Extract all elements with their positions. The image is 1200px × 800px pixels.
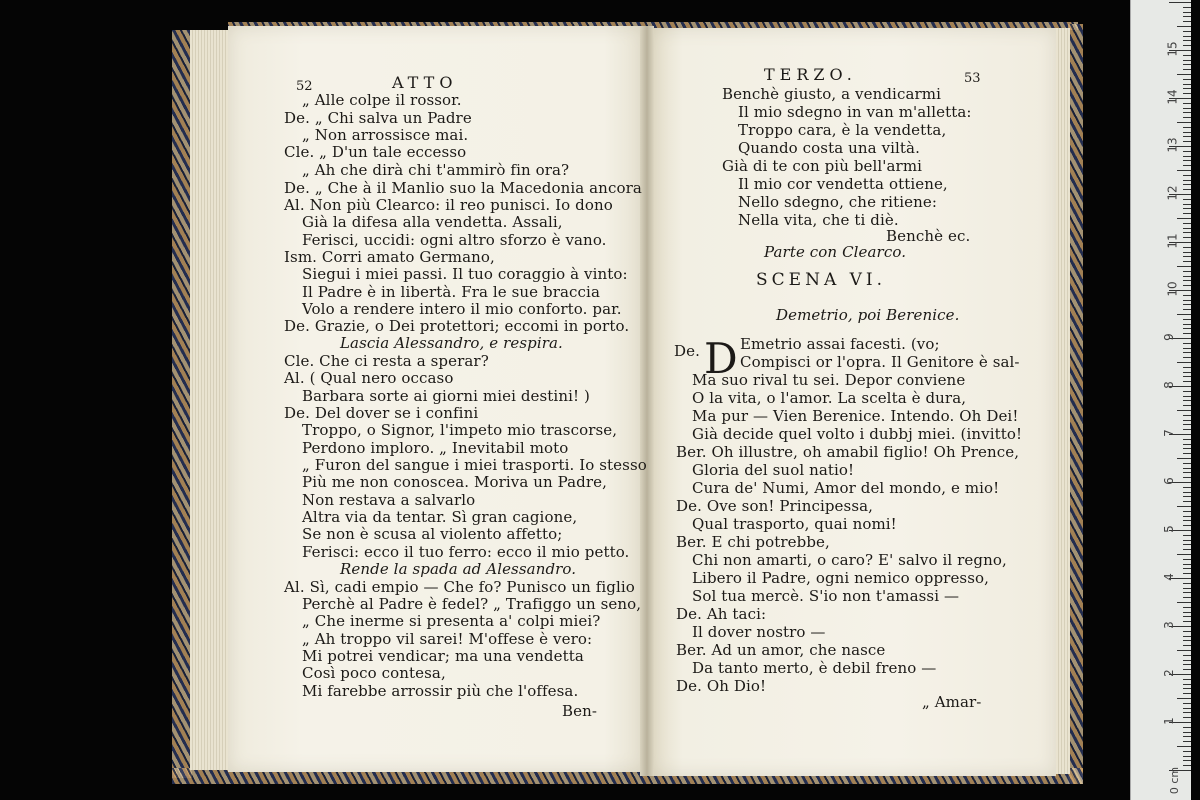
ruler-tick <box>1183 405 1191 406</box>
text-line: „ Che inerme si presenta a' colpi miei? <box>302 612 601 630</box>
dropcap: D <box>704 334 738 383</box>
ruler-number: 12 <box>1165 185 1180 201</box>
ruler-number: 3 <box>1161 621 1176 629</box>
ruler-tick <box>1183 184 1191 185</box>
ruler-tick <box>1183 7 1191 8</box>
text-line: Perchè al Padre è fedel? „ Trafiggo un seno, <box>302 595 642 613</box>
aria-line: Nello sdegno, che ritiene: <box>738 193 937 211</box>
text-line: Al. ( Qual nero occaso <box>284 369 454 387</box>
aria-line: Nella vita, che ti diè. <box>738 211 899 229</box>
right-page-number: 53 <box>964 71 981 86</box>
catchword: Ben- <box>562 702 598 720</box>
ruler-tick <box>1183 64 1191 65</box>
ruler-tick <box>1183 208 1191 209</box>
ruler-tick <box>1183 40 1191 41</box>
left-running-head: ATTO <box>392 73 458 92</box>
dialogue-line: Chi non amarti, o caro? E' salvo il regno, <box>692 551 1007 569</box>
dialogue-line: Compisci or l'opra. Il Genitore è sal- <box>740 353 1020 371</box>
ruler-tick <box>1177 458 1191 459</box>
ruler-tick <box>1183 16 1191 17</box>
ruler-tick <box>1183 343 1191 344</box>
ruler-tick <box>1183 367 1191 368</box>
text-line: Siegui i miei passi. Il tuo coraggio à vinto: <box>302 265 628 283</box>
ruler-tick <box>1183 645 1191 646</box>
ruler-tick <box>1183 765 1191 766</box>
aria-line: Benchè giusto, a vendicarmi <box>722 85 941 103</box>
ruler-tick <box>1183 132 1191 133</box>
ruler-tick <box>1177 122 1191 123</box>
text-line: De. Grazie, o Dei protettori; eccomi in porto. <box>284 317 630 335</box>
ruler-tick <box>1183 708 1191 709</box>
text-line: Barbara sorte ai giorni miei destini! ) <box>302 387 590 405</box>
aria-line: Il mio sdegno in van m'alletta: <box>738 103 972 121</box>
right-running-head: TERZO. <box>764 65 857 84</box>
text-line: De. Del dover se i confini <box>284 404 479 422</box>
text-line: Il Padre è in libertà. Fra le sue braccia <box>302 283 600 301</box>
text-line: „ Non arrossisce mai. <box>302 126 469 144</box>
dialogue-line: O la vita, o l'amor. La scelta è dura, <box>692 389 967 407</box>
ruler-unit: 0 cm <box>1168 766 1182 795</box>
ruler-tick <box>1183 712 1191 713</box>
ruler-tick <box>1183 136 1191 137</box>
ruler-tick <box>1183 448 1191 449</box>
dialogue-line: De. Ah taci: <box>676 605 767 623</box>
ruler-tick <box>1183 117 1191 118</box>
ruler-tick <box>1183 21 1191 22</box>
book-cover-right-edge <box>1068 24 1083 784</box>
aria-line: Troppo cara, è la vendetta, <box>738 121 947 139</box>
text-line: Ferisci, uccidi: ogni altro sforzo è vano. <box>302 231 607 249</box>
ruler-tick <box>1183 156 1191 157</box>
ruler-tick <box>1183 669 1191 670</box>
ruler-tick <box>1177 362 1191 363</box>
ruler-tick <box>1183 511 1191 512</box>
ruler-tick <box>1183 309 1191 310</box>
ruler-number: 6 <box>1161 477 1176 485</box>
ruler-tick <box>1183 492 1191 493</box>
text-line: Mi farebbe arrossir più che l'offesa. <box>302 682 579 700</box>
text-line: Mi potrei vendicar; ma una vendetta <box>302 647 584 665</box>
text-line: „ Ah troppo vil sarei! M'offese è vero: <box>302 630 593 648</box>
ruler-tick <box>1183 84 1191 85</box>
ruler-number: 5 <box>1161 525 1176 533</box>
text-line: Al. Sì, cadi empio — Che fo? Punisco un figlio <box>284 578 635 596</box>
ruler-tick <box>1183 280 1191 281</box>
ruler-tick <box>1183 684 1191 685</box>
dialogue-line: Ma suo rival tu sei. Depor conviene <box>692 371 966 389</box>
text-line: Cle. „ D'un tale eccesso <box>284 143 467 161</box>
ruler-number: 8 <box>1161 381 1176 389</box>
ruler-tick <box>1183 247 1191 248</box>
ruler-number: 4 <box>1161 573 1176 581</box>
ruler-tick <box>1183 232 1191 233</box>
ruler-tick <box>1183 487 1191 488</box>
ruler-tick <box>1183 372 1191 373</box>
book-gutter <box>640 26 654 776</box>
ruler-tick <box>1183 88 1191 89</box>
ruler-tick <box>1183 727 1191 728</box>
ruler-tick <box>1183 564 1191 565</box>
aria-line: Benchè ec. <box>886 227 971 245</box>
ruler-tick <box>1183 612 1191 613</box>
ruler-number: 7 <box>1161 429 1176 437</box>
dialogue-line: Cura de' Numi, Amor del mondo, e mio! <box>692 479 1000 497</box>
ruler-tick <box>1183 348 1191 349</box>
ruler-tick <box>1183 751 1191 752</box>
ruler-tick <box>1183 376 1191 377</box>
ruler-tick <box>1183 319 1191 320</box>
ruler-tick <box>1183 573 1191 574</box>
dialogue-line: Ber. Ad un amor, che nasce <box>676 641 886 659</box>
text-line: Già la difesa alla vendetta. Assali, <box>302 213 563 231</box>
dialogue-line: Emetrio assai facesti. (vo; <box>740 335 940 353</box>
ruler-tick <box>1183 439 1191 440</box>
ruler-tick <box>1183 621 1191 622</box>
text-line: Cle. Che ci resta a sperar? <box>284 352 489 370</box>
ruler-tick <box>1183 453 1191 454</box>
aria-line: Già di te con più bell'armi <box>722 157 923 175</box>
ruler-tick <box>1183 324 1191 325</box>
ruler-tick <box>1183 741 1191 742</box>
catchword: „ Amar- <box>922 693 982 711</box>
ruler-tick <box>1177 506 1191 507</box>
ruler-number: 15 <box>1165 41 1180 57</box>
ruler-tick <box>1183 276 1191 277</box>
ruler-tick <box>1183 520 1191 521</box>
ruler-tick <box>1183 333 1191 334</box>
ruler-tick <box>1183 304 1191 305</box>
ruler-tick <box>1183 535 1191 536</box>
ruler-tick <box>1183 199 1191 200</box>
text-line: Altra via da tentar. Sì gran cagione, <box>302 508 578 526</box>
ruler-tick <box>1183 45 1191 46</box>
ruler-tick <box>1183 429 1191 430</box>
ruler-tick <box>1183 501 1191 502</box>
ruler-tick <box>1183 496 1191 497</box>
ruler-tick <box>1183 237 1191 238</box>
dialogue-line: Libero il Padre, ogni nemico oppresso, <box>692 569 990 587</box>
text-line: Così poco contesa, <box>302 664 446 682</box>
dialogue-line: Già decide quel volto i dubbj miei. (invitto! <box>692 425 1023 443</box>
dialogue-line: Il dover nostro — <box>692 623 826 641</box>
scene-title: SCENA VI. <box>756 270 887 290</box>
ruler-tick <box>1183 597 1191 598</box>
ruler-tick <box>1169 2 1191 3</box>
ruler-tick <box>1183 381 1191 382</box>
ruler-tick <box>1177 698 1191 699</box>
aria-line: Quando costa una viltà. <box>738 139 920 157</box>
text-line: Al. Non più Clearco: il reo punisci. Io dono <box>284 196 613 214</box>
ruler-tick <box>1183 189 1191 190</box>
ruler-number: 9 <box>1161 333 1176 341</box>
ruler-number: 14 <box>1165 89 1180 105</box>
ruler-tick <box>1183 756 1191 757</box>
dialogue-line: Ber. E chi potrebbe, <box>676 533 830 551</box>
ruler-tick <box>1183 444 1191 445</box>
ruler-tick <box>1183 108 1191 109</box>
ruler-tick <box>1177 410 1191 411</box>
ruler-tick <box>1183 228 1191 229</box>
ruler-tick <box>1183 223 1191 224</box>
ruler-tick <box>1183 568 1191 569</box>
ruler-tick <box>1183 472 1191 473</box>
stage-direction: Rende la spada ad Alessandro. <box>340 560 577 578</box>
ruler-tick <box>1183 12 1191 13</box>
ruler-tick <box>1183 640 1191 641</box>
ruler-tick <box>1183 544 1191 545</box>
dialogue-line: Ma pur — Vien Berenice. Intendo. Oh Dei! <box>692 407 1019 425</box>
stage-direction: Lascia Alessandro, e respira. <box>340 334 563 352</box>
ruler-tick <box>1183 655 1191 656</box>
ruler-tick <box>1183 588 1191 589</box>
ruler-tick <box>1183 295 1191 296</box>
ruler-tick <box>1177 74 1191 75</box>
ruler-tick <box>1183 261 1191 262</box>
ruler-tick <box>1183 103 1191 104</box>
ruler-tick <box>1183 141 1191 142</box>
ruler-tick <box>1177 602 1191 603</box>
ruler-tick <box>1183 607 1191 608</box>
ruler-tick <box>1183 540 1191 541</box>
ruler-tick <box>1183 300 1191 301</box>
ruler-tick <box>1183 180 1191 181</box>
ruler-tick <box>1183 204 1191 205</box>
text-line: „ Alle colpe il rossor. <box>302 91 462 109</box>
ruler-tick <box>1183 525 1191 526</box>
dialogue-line: De. Ove son! Principessa, <box>676 497 874 515</box>
ruler-tick <box>1183 516 1191 517</box>
text-line: De. „ Chi salva un Padre <box>284 109 472 127</box>
ruler-tick <box>1183 679 1191 680</box>
text-line: Non restava a salvarlo <box>302 491 476 509</box>
ruler-tick <box>1183 477 1191 478</box>
ruler-number: 13 <box>1165 137 1180 153</box>
ruler-tick <box>1183 583 1191 584</box>
dialogue-line: Sol tua mercè. S'io non t'amassi — <box>692 587 960 605</box>
dialogue-line: Gloria del suol natio! <box>692 461 855 479</box>
dialogue-line: Ber. Oh illustre, oh amabil figlio! Oh Prence, <box>676 443 1020 461</box>
ruler-tick <box>1183 693 1191 694</box>
stage-direction: Parte con Clearco. <box>764 243 907 261</box>
text-line: Troppo, o Signor, l'impeto mio trascorse, <box>302 421 618 439</box>
ruler-tick <box>1183 271 1191 272</box>
ruler-number: 2 <box>1161 669 1176 677</box>
dialogue-line: Da tanto merto, è debil freno — <box>692 659 937 677</box>
ruler-tick <box>1183 79 1191 80</box>
ruler-tick <box>1177 746 1191 747</box>
ruler-tick <box>1183 400 1191 401</box>
ruler-tick <box>1183 160 1191 161</box>
ruler-tick <box>1183 463 1191 464</box>
ruler-tick <box>1183 31 1191 32</box>
ruler-tick <box>1183 424 1191 425</box>
dialogue-line: De. Oh Dio! <box>676 677 767 695</box>
ruler-tick <box>1183 328 1191 329</box>
text-line: Volo a rendere intero il mio conforto. par. <box>302 300 622 318</box>
ruler-tick <box>1177 650 1191 651</box>
ruler-tick <box>1183 396 1191 397</box>
text-line: Perdono imploro. „ Inevitabil moto <box>302 439 569 457</box>
book-cover-left-edge <box>172 30 192 778</box>
ruler-tick <box>1183 631 1191 632</box>
text-line: „ Ah che dirà chi t'ammirò fin ora? <box>302 161 570 179</box>
ruler-tick <box>1177 554 1191 555</box>
text-line: Più me non conoscea. Moriva un Padre, <box>302 473 607 491</box>
text-line: Ism. Corri amato Germano, <box>284 248 495 266</box>
ruler-tick <box>1183 256 1191 257</box>
ruler-number: 10 <box>1165 281 1180 297</box>
ruler-tick <box>1177 170 1191 171</box>
ruler-tick <box>1183 717 1191 718</box>
ruler-tick <box>1183 760 1191 761</box>
ruler-tick <box>1183 36 1191 37</box>
ruler-tick <box>1183 636 1191 637</box>
ruler-tick <box>1177 26 1191 27</box>
ruler-tick <box>1183 732 1191 733</box>
ruler-tick <box>1183 616 1191 617</box>
ruler-tick <box>1183 93 1191 94</box>
ruler-tick <box>1177 314 1191 315</box>
measuring-ruler <box>1130 0 1191 800</box>
ruler-tick <box>1183 55 1191 56</box>
ruler-tick <box>1183 175 1191 176</box>
text-line: „ Furon del sangue i miei trasporti. Io stesso <box>302 456 647 474</box>
scene-characters: Demetrio, poi Berenice. <box>776 306 960 324</box>
ruler-tick <box>1183 592 1191 593</box>
ruler-tick <box>1183 252 1191 253</box>
ruler-tick <box>1183 559 1191 560</box>
text-line: Ferisci: ecco il tuo ferro: ecco il mio petto. <box>302 543 630 561</box>
dialogue-line: Qual trasporto, quai nomi! <box>692 515 897 533</box>
ruler-tick <box>1183 391 1191 392</box>
ruler-number: 11 <box>1165 233 1180 249</box>
aria-line: Il mio cor vendetta ottiene, <box>738 175 948 193</box>
ruler-tick <box>1183 60 1191 61</box>
ruler-tick <box>1183 285 1191 286</box>
text-line: De. „ Che à il Manlio suo la Macedonia ancora <box>284 179 642 197</box>
ruler-tick <box>1183 736 1191 737</box>
ruler-tick <box>1177 266 1191 267</box>
text-line: Se non è scusa al violento affetto; <box>302 525 563 543</box>
left-page-number: 52 <box>296 79 313 94</box>
ruler-tick <box>1183 420 1191 421</box>
ruler-tick <box>1183 688 1191 689</box>
ruler-tick <box>1183 660 1191 661</box>
ruler-tick <box>1183 549 1191 550</box>
ruler-tick <box>1183 352 1191 353</box>
ruler-tick <box>1183 112 1191 113</box>
ruler-number: 1 <box>1161 717 1176 725</box>
ruler-tick <box>1183 213 1191 214</box>
ruler-tick <box>1183 357 1191 358</box>
ruler-tick <box>1183 703 1191 704</box>
ruler-tick <box>1183 127 1191 128</box>
ruler-tick <box>1183 151 1191 152</box>
ruler-tick <box>1177 218 1191 219</box>
speaker-label: De. <box>674 342 700 360</box>
ruler-tick <box>1183 468 1191 469</box>
ruler-tick <box>1183 69 1191 70</box>
page-stack-left <box>190 30 230 770</box>
ruler-tick <box>1183 664 1191 665</box>
ruler-tick <box>1183 165 1191 166</box>
ruler-tick <box>1183 415 1191 416</box>
